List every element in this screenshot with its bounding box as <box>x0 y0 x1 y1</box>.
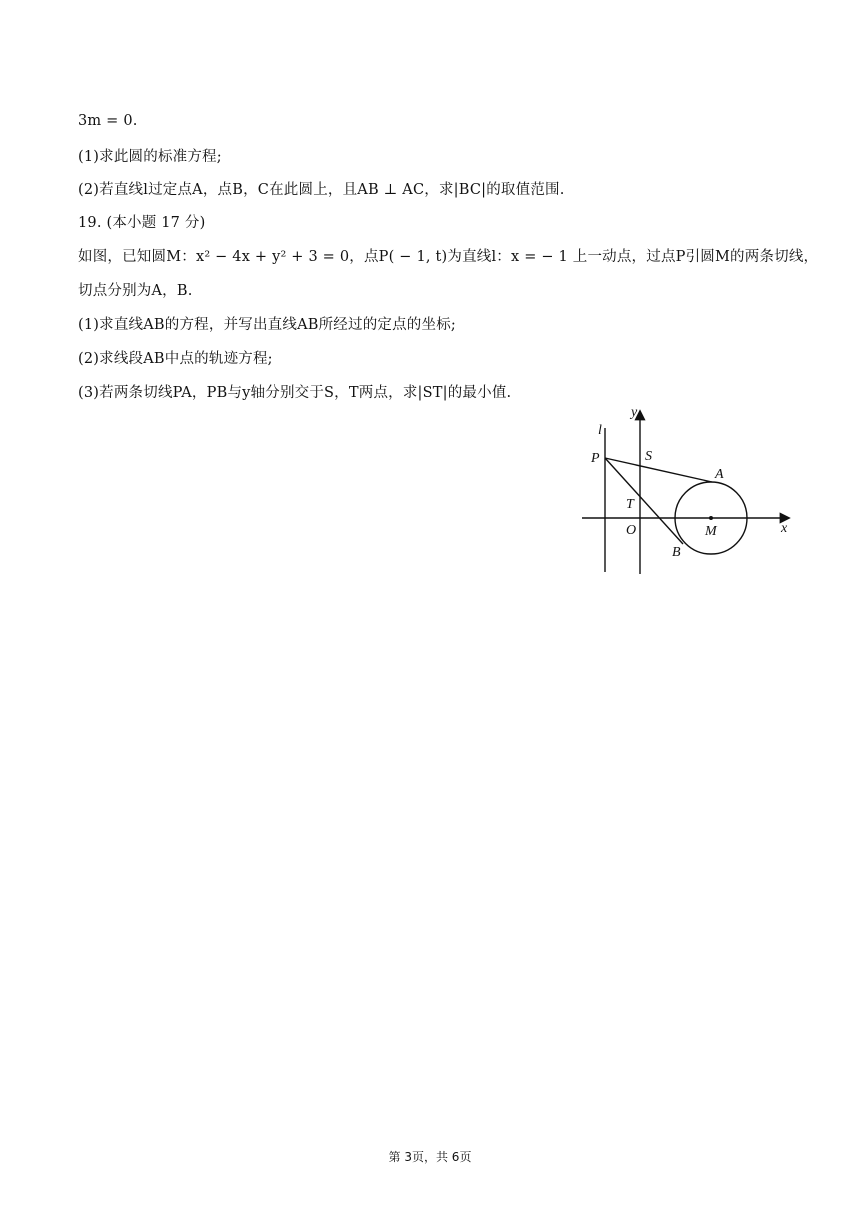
label-p: P <box>591 451 600 466</box>
label-x: x <box>781 521 788 536</box>
subquestion-2: (2)求线段AB中点的轨迹方程; <box>78 351 273 367</box>
text-line-1: 3m = 0. <box>78 113 138 129</box>
label-y: y <box>631 405 638 420</box>
center-m-dot <box>709 516 713 520</box>
subquestion-1: (1)求直线AB的方程，并写出直线AB所经过的定点的坐标; <box>78 317 456 333</box>
tangent-pb <box>605 458 683 544</box>
question-header: 19. (本小题 17 分) <box>78 215 206 231</box>
text-line-2: (1)求此圆的标准方程; <box>78 149 222 165</box>
label-s: S <box>645 449 652 464</box>
text-line-5: 如图，已知圆M：x² − 4x + y² + 3 = 0，点P( − 1, t)为直线l：x = − 1 上一动点，过点P引圆M的两条切线， <box>78 249 819 265</box>
text-line-6: 切点分别为A，B. <box>78 283 193 299</box>
label-a: A <box>715 467 724 482</box>
label-o: O <box>626 523 637 538</box>
tangent-pa <box>605 458 712 482</box>
page-footer: 第 3页，共 6页 <box>388 1150 472 1164</box>
label-b: B <box>672 545 681 560</box>
label-m: M <box>705 524 717 539</box>
geometry-figure <box>578 404 798 579</box>
text-line-3: (2)若直线l过定点A，点B，C在此圆上，且AB ⊥ AC，求|BC|的取值范围. <box>78 182 565 198</box>
label-l: l <box>598 423 602 438</box>
subquestion-3: (3)若两条切线PA，PB与y轴分别交于S，T两点，求|ST|的最小值. <box>78 385 512 401</box>
label-t: T <box>626 497 634 512</box>
